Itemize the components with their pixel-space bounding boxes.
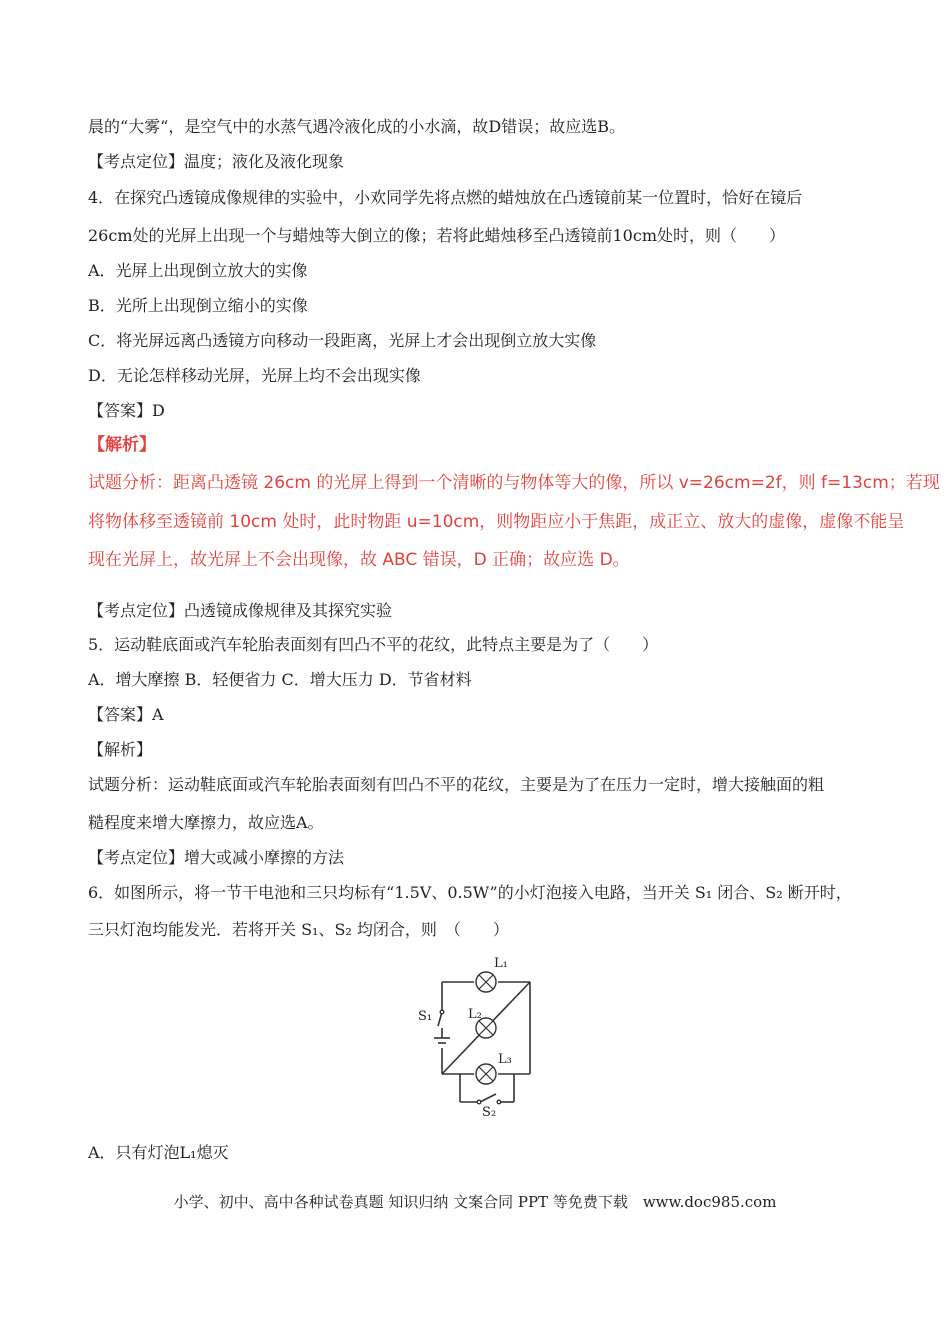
label-l2: L₂ xyxy=(468,1007,482,1022)
circuit-diagram xyxy=(412,948,540,1118)
exam-point-line: 【考点定位】增大或减小摩擦的方法 xyxy=(88,848,345,867)
analysis-heading: 【解析】 xyxy=(88,435,156,455)
label-l3: L₃ xyxy=(498,1052,512,1067)
exam-point-line: 【考点定位】凸透镜成像规律及其探究实验 xyxy=(88,601,393,620)
analysis-line-1: 试题分析：距离凸透镜 26cm 的光屏上得到一个清晰的与物体等大的像，所以 v=26cm=2f，则 f=13cm；若现 xyxy=(88,473,940,493)
analysis-line-2: 糙程度来增大摩擦力，故应选A。 xyxy=(88,813,324,832)
analysis-line-1: 试题分析：运动鞋底面或汽车轮胎表面刻有凹凸不平的花纹，主要是为了在压力一定时，增大接触面的粗 xyxy=(88,775,825,794)
analysis-line-3: 现在光屏上，故光屏上不会出现像，故 ABC 错误，D 正确；故应选 D。 xyxy=(88,550,630,570)
label-s2: S₂ xyxy=(482,1105,497,1118)
analysis-line-2: 将物体移至透镜前 10cm 处时，此时物距 u=10cm，则物距应小于焦距，成正立、放大的虚像，虚像不能呈 xyxy=(88,512,905,532)
question-6-line-2: 三只灯泡均能发光．若将开关 S₁、S₂ 均闭合，则 （ ） xyxy=(88,920,509,939)
exam-point-line: 【考点定位】温度；液化及液化现象 xyxy=(88,152,345,171)
question-6-line-1: 6．如图所示，将一节干电池和三只均标有“1.5V、0.5W”的小灯泡接入电路，当开关 S₁ 闭合、S₂ 断开时， xyxy=(88,883,852,902)
option-a: A．光屏上出现倒立放大的实像 xyxy=(88,261,308,280)
label-l1: L₁ xyxy=(494,956,508,971)
option-b: B．光所上出现倒立缩小的实像 xyxy=(88,296,308,315)
question-4-line-2: 26cm处的光屏上出现一个与蜡烛等大倒立的像；若将此蜡烛移至凸透镜前10cm处时，则（ ） xyxy=(88,226,785,245)
answer-line: 【答案】D xyxy=(88,401,165,420)
label-s1: S₁ xyxy=(418,1009,433,1024)
option-c: C．将光屏远离凸透镜方向移动一段距离，光屏上才会出现倒立放大实像 xyxy=(88,331,597,350)
question-4-line-1: 4．在探究凸透镜成像规律的实验中，小欢同学先将点燃的蜡烛放在凸透镜前某一位置时，恰好在镜后 xyxy=(88,188,803,207)
question-5-options: A．增大摩擦 B．轻便省力 C．增大压力 D．节省材料 xyxy=(88,670,472,689)
answer-line: 【答案】A xyxy=(88,705,164,724)
text-line: 晨的“大雾“，是空气中的水蒸气遇冷液化成的小水滴，故D错误；故应选B。 xyxy=(88,117,625,136)
question-5: 5．运动鞋底面或汽车轮胎表面刻有凹凸不平的花纹，此特点主要是为了（ ） xyxy=(88,635,659,654)
question-6-option-a: A．只有灯泡L₁熄灭 xyxy=(88,1143,229,1162)
analysis-heading: 【解析】 xyxy=(88,740,153,759)
page-footer: 小学、初中、高中各种试卷真题 知识归纳 文案合同 PPT 等免费下载 www.doc985.com xyxy=(173,1193,777,1211)
option-d: D．无论怎样移动光屏，光屏上均不会出现实像 xyxy=(88,366,421,385)
